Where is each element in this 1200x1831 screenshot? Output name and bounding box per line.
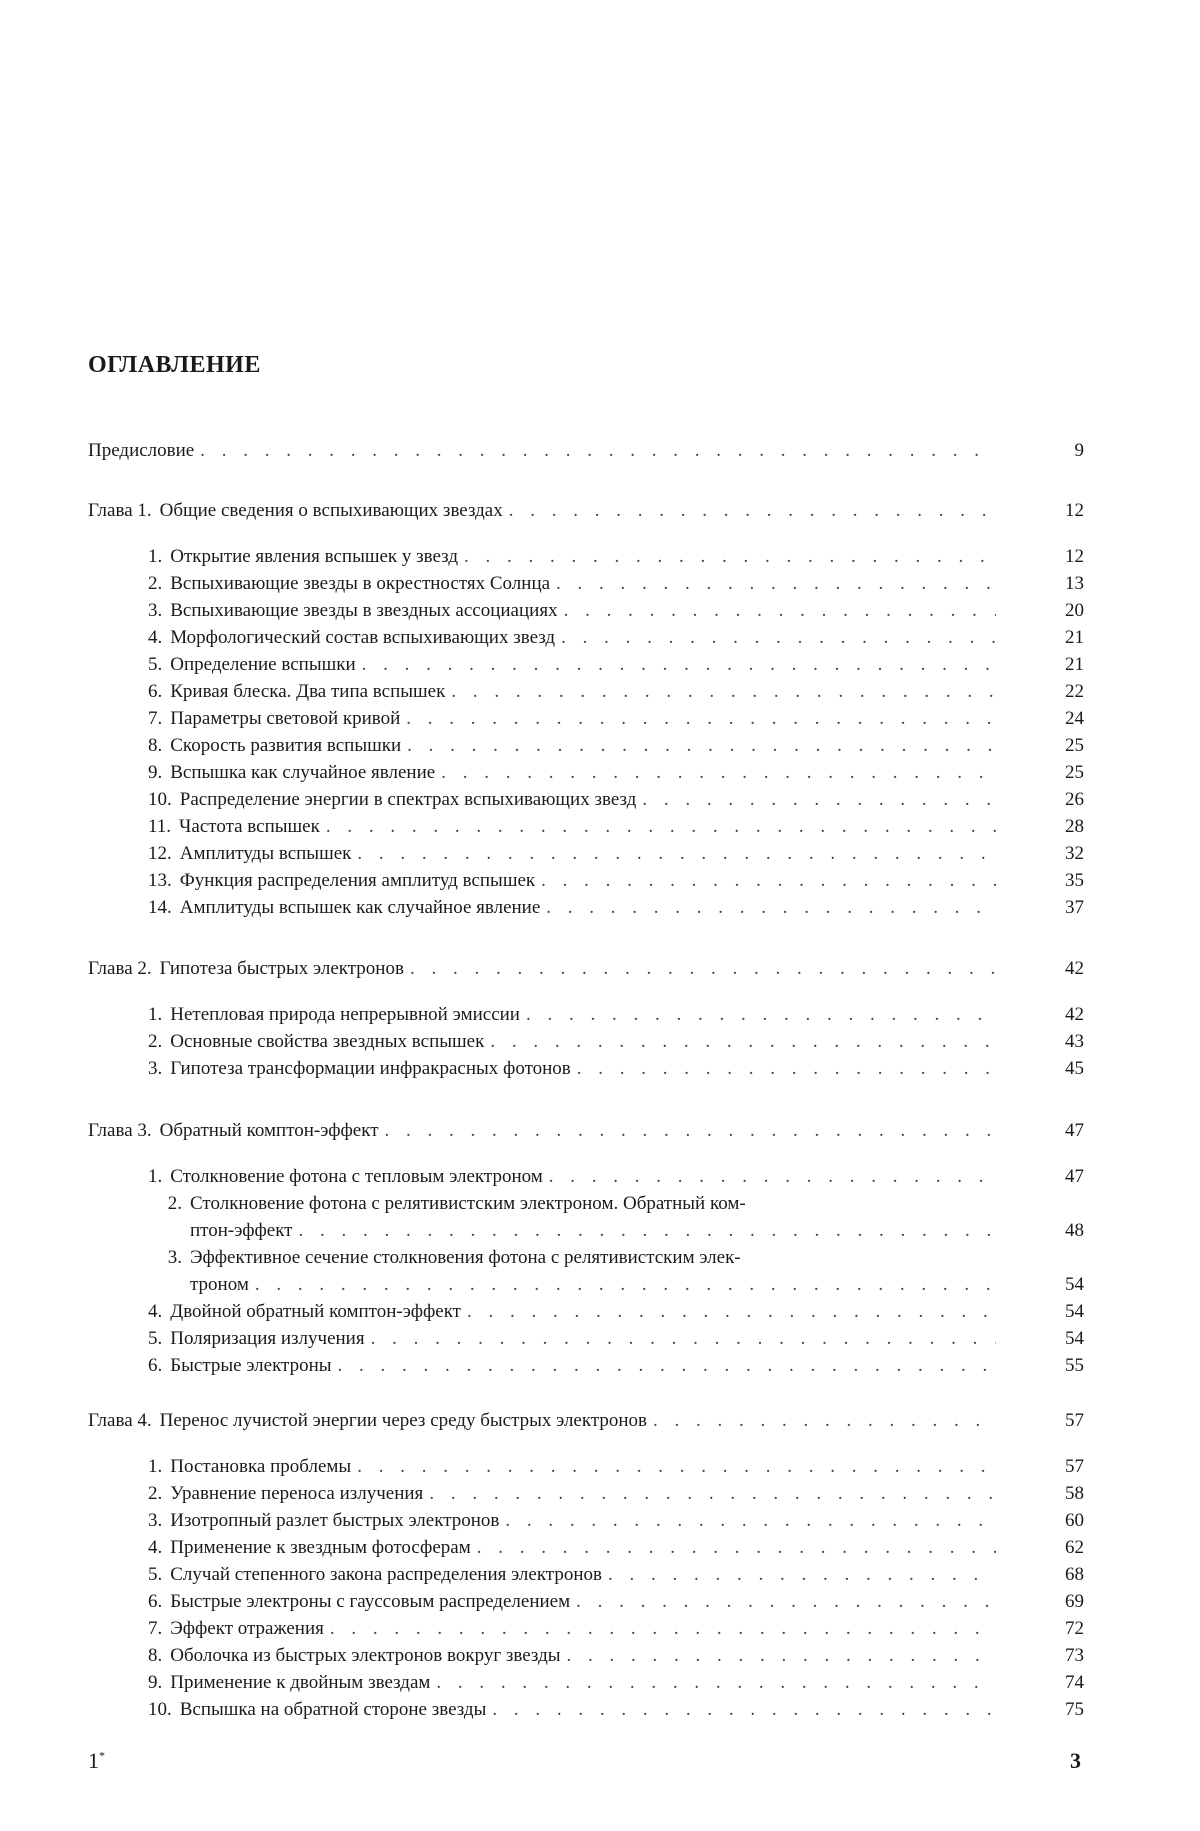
- page-ref: 54: [1065, 1274, 1084, 1295]
- toc-item: [148, 627, 1084, 649]
- dot-leader: [577, 1058, 996, 1080]
- item-number: 6.: [148, 1355, 163, 1376]
- page-ref: 47: [1065, 1120, 1084, 1141]
- item-number: 3.: [148, 1058, 163, 1079]
- page-ref: 25: [1065, 762, 1084, 783]
- toc-chapter-heading: [88, 958, 1084, 980]
- item-number: 1.: [148, 1166, 163, 1187]
- toc-item-wrapped: [148, 1247, 741, 1269]
- dot-leader: [546, 897, 996, 919]
- entry-text: Вспышка на обратной стороне звезды: [179, 1699, 487, 1720]
- dot-leader: [362, 654, 996, 676]
- chapter-title: Перенос лучистой энергии через среду быстрых электронов: [159, 1410, 648, 1431]
- page-ref: 42: [1065, 1004, 1084, 1025]
- dot-leader: [385, 1120, 996, 1142]
- dot-leader: [429, 1483, 996, 1505]
- toc-item: [148, 1618, 1084, 1640]
- page-ref: 24: [1065, 708, 1084, 729]
- preface-title: Предисловие: [88, 440, 195, 461]
- page-ref: 72: [1065, 1618, 1084, 1639]
- toc-chapter-heading: [88, 1120, 1084, 1142]
- item-number: 14.: [148, 897, 172, 918]
- toc-item: [148, 546, 1084, 568]
- entry-text: Быстрые электроны с гауссовым распределением: [170, 1591, 571, 1612]
- toc-preface: [88, 440, 1084, 462]
- signature-asterisk: *: [99, 1748, 105, 1763]
- entry-text: Двойной обратный комптон-эффект: [170, 1301, 461, 1322]
- toc-item: [148, 1510, 1084, 1532]
- toc-item: [148, 1058, 1084, 1080]
- toc-item: [148, 708, 1084, 730]
- item-number: 7.: [148, 708, 163, 729]
- dot-leader: [407, 735, 996, 757]
- page-ref: 69: [1065, 1591, 1084, 1612]
- entry-text: Столкновение фотона с релятивистским электроном. Обратный ком-: [190, 1193, 746, 1214]
- dot-leader: [549, 1166, 996, 1188]
- toc-item: [148, 573, 1084, 595]
- dot-leader: [477, 1537, 996, 1559]
- page-ref: 21: [1065, 654, 1084, 675]
- toc-item: [148, 654, 1084, 676]
- signature-number: 1: [88, 1748, 99, 1773]
- item-number: 5.: [148, 654, 163, 675]
- page-number: 3: [1070, 1748, 1081, 1773]
- item-number: 4.: [148, 1301, 163, 1322]
- dot-leader: [255, 1274, 996, 1296]
- dot-leader: [505, 1510, 996, 1532]
- page-ref: 26: [1065, 789, 1084, 810]
- dot-leader: [576, 1591, 996, 1613]
- toc-item: [148, 1328, 1084, 1350]
- item-number: 9.: [148, 762, 163, 783]
- entry-text: Параметры световой кривой: [170, 708, 401, 729]
- dot-leader: [330, 1618, 996, 1640]
- toc-item: [148, 1456, 1084, 1478]
- item-number: 1.: [148, 1004, 163, 1025]
- item-number: 6.: [148, 681, 163, 702]
- dot-leader: [561, 627, 996, 649]
- entry-text: Вспышка как случайное явление: [170, 762, 436, 783]
- toc-item: [148, 897, 1084, 919]
- entry-text-continuation: троном: [190, 1274, 249, 1295]
- entry-text: Морфологический состав вспыхивающих звезд: [170, 627, 556, 648]
- item-number: 1.: [148, 546, 163, 567]
- page-ref: 28: [1065, 816, 1084, 837]
- toc-item: [148, 681, 1084, 703]
- toc-item: [148, 1031, 1084, 1053]
- entry-text: Функция распределения амплитуд вспышек: [179, 870, 536, 891]
- dot-leader: [526, 1004, 996, 1026]
- item-number: 2.: [167, 1193, 182, 1214]
- toc-item: [148, 816, 1084, 838]
- toc-chapter-heading: [88, 500, 1084, 522]
- item-number: 1.: [148, 1456, 163, 1477]
- dot-leader: [608, 1564, 996, 1586]
- toc-item: [148, 1591, 1084, 1613]
- toc-item: [148, 789, 1084, 811]
- dot-leader: [371, 1328, 996, 1350]
- entry-text: Постановка проблемы: [170, 1456, 352, 1477]
- entry-text: Эффективное сечение столкновения фотона с релятивистским элек-: [190, 1247, 741, 1268]
- dot-leader: [541, 870, 996, 892]
- page-ref: 42: [1065, 958, 1084, 979]
- page-ref: 21: [1065, 627, 1084, 648]
- dot-leader: [436, 1672, 996, 1694]
- chapter-label: Глава 2.: [88, 958, 152, 979]
- item-number: 11.: [148, 816, 172, 837]
- page-ref: 12: [1065, 546, 1084, 567]
- page-ref: 68: [1065, 1564, 1084, 1585]
- toc-item: [148, 1004, 1084, 1026]
- page-ref: 32: [1065, 843, 1084, 864]
- item-number: 10.: [148, 789, 172, 810]
- item-number: 4.: [148, 1537, 163, 1558]
- item-number: 12.: [148, 843, 172, 864]
- item-number: 9.: [148, 1672, 163, 1693]
- page-ref: 12: [1065, 500, 1084, 521]
- entry-text: Применение к звездным фотосферам: [170, 1537, 471, 1558]
- page-ref: 58: [1065, 1483, 1084, 1504]
- entry-text: Распределение энергии в спектрах вспыхивающих звезд: [179, 789, 637, 810]
- page-ref: 60: [1065, 1510, 1084, 1531]
- entry-text: Быстрые электроны: [170, 1355, 332, 1376]
- item-number: 2.: [148, 1483, 163, 1504]
- toc-item: [148, 762, 1084, 784]
- page-ref: 20: [1065, 600, 1084, 621]
- page-ref: 25: [1065, 735, 1084, 756]
- item-number: 8.: [148, 1645, 163, 1666]
- toc-item: [148, 1672, 1084, 1694]
- toc-item: [148, 1564, 1084, 1586]
- dot-leader: [451, 681, 996, 703]
- entry-text: Амплитуды вспышек: [179, 843, 352, 864]
- toc-item: [148, 1166, 1084, 1188]
- page-ref: 48: [1065, 1220, 1084, 1241]
- page-ref: 22: [1065, 681, 1084, 702]
- toc-item: [148, 1483, 1084, 1505]
- dot-leader: [200, 440, 996, 462]
- entry-text: Нетепловая природа непрерывной эмиссии: [170, 1004, 520, 1025]
- toc-item: [148, 600, 1084, 622]
- dot-leader: [467, 1301, 996, 1323]
- item-number: 7.: [148, 1618, 163, 1639]
- toc-item: [148, 1699, 1084, 1721]
- signature-mark: [88, 1748, 105, 1774]
- dot-leader: [490, 1031, 996, 1053]
- dot-leader: [357, 1456, 996, 1478]
- entry-text: Вспыхивающие звезды в окрестностях Солнца: [170, 573, 551, 594]
- toc-chapter-heading: [88, 1410, 1084, 1432]
- chapter-title: Обратный комптон-эффект: [159, 1120, 379, 1141]
- page-ref: 37: [1065, 897, 1084, 918]
- page-ref: 35: [1065, 870, 1084, 891]
- dot-leader: [556, 573, 996, 595]
- page-ref: 73: [1065, 1645, 1084, 1666]
- page-ref: 45: [1065, 1058, 1084, 1079]
- chapter-label: Глава 3.: [88, 1120, 152, 1141]
- item-number: 2.: [148, 1031, 163, 1052]
- toc-item: [148, 1537, 1084, 1559]
- entry-text: Вспыхивающие звезды в звездных ассоциациях: [170, 600, 558, 621]
- entry-text: Частота вспышек: [179, 816, 320, 837]
- page-ref: 47: [1065, 1166, 1084, 1187]
- dot-leader: [509, 500, 996, 522]
- chapter-title: Общие сведения о вспыхивающих звездах: [159, 500, 503, 521]
- toc-item: [148, 1355, 1084, 1377]
- item-number: 6.: [148, 1591, 163, 1612]
- entry-text: Открытие явления вспышек у звезд: [170, 546, 459, 567]
- entry-text: Оболочка из быстрых электронов вокруг звезды: [170, 1645, 561, 1666]
- item-number: 8.: [148, 735, 163, 756]
- entry-text: Случай степенного закона распределения электронов: [170, 1564, 602, 1585]
- toc-item: [148, 843, 1084, 865]
- dot-leader: [564, 600, 996, 622]
- dot-leader: [357, 843, 996, 865]
- toc-item: [148, 870, 1084, 892]
- page-ref: 62: [1065, 1537, 1084, 1558]
- entry-text: Эффект отражения: [170, 1618, 324, 1639]
- item-number: 3.: [167, 1247, 182, 1268]
- item-number: 3.: [148, 600, 163, 621]
- page-title: ОГЛАВЛЕНИЕ: [88, 352, 261, 378]
- item-number: 13.: [148, 870, 172, 891]
- entry-text-continuation: птон-эффект: [190, 1220, 293, 1241]
- dot-leader: [653, 1410, 996, 1432]
- page-ref: 54: [1065, 1301, 1084, 1322]
- toc-item: [148, 735, 1084, 757]
- entry-text: Гипотеза трансформации инфракрасных фотонов: [170, 1058, 571, 1079]
- page-ref: 43: [1065, 1031, 1084, 1052]
- entry-text: Скорость развития вспышки: [170, 735, 402, 756]
- item-number: 3.: [148, 1510, 163, 1531]
- page-ref: 55: [1065, 1355, 1084, 1376]
- item-number: 5.: [148, 1328, 163, 1349]
- item-number: 2.: [148, 573, 163, 594]
- page-ref: 75: [1065, 1699, 1084, 1720]
- dot-leader: [299, 1220, 997, 1242]
- dot-leader: [410, 958, 996, 980]
- dot-leader: [406, 708, 996, 730]
- toc-item: [148, 1645, 1084, 1667]
- item-number: 10.: [148, 1699, 172, 1720]
- page-ref: 57: [1065, 1456, 1084, 1477]
- toc-item-continuation: [190, 1274, 1084, 1296]
- page-ref: 9: [1074, 440, 1084, 461]
- dot-leader: [441, 762, 996, 784]
- entry-text: Основные свойства звездных вспышек: [170, 1031, 485, 1052]
- item-number: 5.: [148, 1564, 163, 1585]
- entry-text: Поляризация излучения: [170, 1328, 365, 1349]
- page-ref: 54: [1065, 1328, 1084, 1349]
- entry-text: Применение к двойным звездам: [170, 1672, 431, 1693]
- chapter-title: Гипотеза быстрых электронов: [159, 958, 404, 979]
- dot-leader: [338, 1355, 996, 1377]
- dot-leader: [326, 816, 996, 838]
- toc-item-wrapped: [148, 1193, 746, 1215]
- chapter-label: Глава 1.: [88, 500, 152, 521]
- entry-text: Определение вспышки: [170, 654, 356, 675]
- entry-text: Изотропный разлет быстрых электронов: [170, 1510, 500, 1531]
- dot-leader: [642, 789, 996, 811]
- entry-text: Уравнение переноса излучения: [170, 1483, 424, 1504]
- page-ref: 74: [1065, 1672, 1084, 1693]
- dot-leader: [464, 546, 996, 568]
- chapter-label: Глава 4.: [88, 1410, 152, 1431]
- toc-item: [148, 1301, 1084, 1323]
- item-number: 4.: [148, 627, 163, 648]
- entry-text: Амплитуды вспышек как случайное явление: [179, 897, 541, 918]
- dot-leader: [492, 1699, 996, 1721]
- dot-leader: [567, 1645, 996, 1667]
- entry-text: Столкновение фотона с тепловым электроном: [170, 1166, 543, 1187]
- toc-item-continuation: [190, 1220, 1084, 1242]
- entry-text: Кривая блеска. Два типа вспышек: [170, 681, 446, 702]
- page-ref: 13: [1065, 573, 1084, 594]
- page-ref: 57: [1065, 1410, 1084, 1431]
